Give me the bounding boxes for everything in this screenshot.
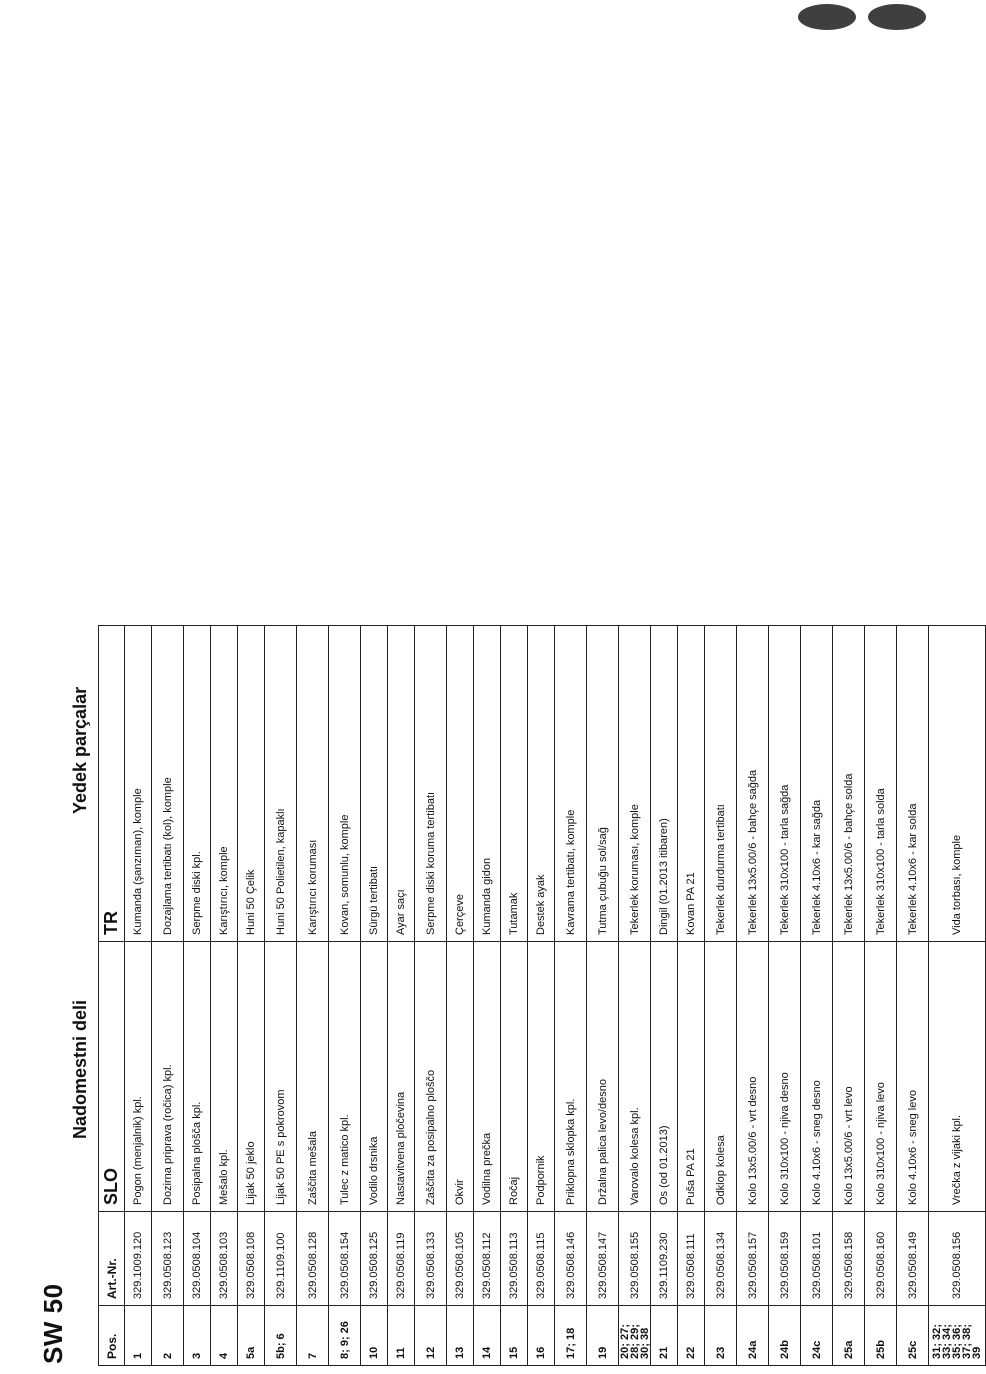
spare-parts-table bbox=[98, 625, 986, 1366]
cell-pos: 12 bbox=[415, 1306, 447, 1366]
cell-tr: Karıştırıcı koruması bbox=[297, 626, 329, 942]
cell-art-nr: 329.0508.156 bbox=[929, 1212, 986, 1306]
cell-pos: 24b bbox=[769, 1306, 801, 1366]
table-row bbox=[415, 626, 447, 1366]
cell-slo: Priklopna sklopka kpl. bbox=[555, 942, 587, 1212]
cell-tr: Kumanda gidon bbox=[474, 626, 501, 942]
cell-tr: Çerçeve bbox=[447, 626, 474, 942]
table-row bbox=[705, 626, 737, 1366]
cell-art-nr: 329.0508.108 bbox=[238, 1212, 265, 1306]
cell-pos: 4 bbox=[211, 1306, 238, 1366]
cell-slo: Kolo 310x100 - njiva levo bbox=[865, 942, 897, 1212]
cell-pos: 13 bbox=[447, 1306, 474, 1366]
spare-parts-title-slo: Nadomestni deli bbox=[70, 999, 90, 1139]
cell-slo: Kolo 4.10x6 - sneg levo bbox=[897, 942, 929, 1212]
cell-art-nr: 329.0508.146 bbox=[555, 1212, 587, 1306]
cell-pos: 15 bbox=[501, 1306, 528, 1366]
table-row bbox=[184, 626, 211, 1366]
cell-slo: Kolo 13x5.00/6 - vrt desno bbox=[737, 942, 769, 1212]
cell-pos: 25a bbox=[833, 1306, 865, 1366]
cell-pos: 1 bbox=[125, 1306, 152, 1366]
table-row bbox=[801, 626, 833, 1366]
cell-tr: Ayar saçı bbox=[388, 626, 415, 942]
cell-art-nr: 329.0508.160 bbox=[865, 1212, 897, 1306]
cell-art-nr: 329.0508.157 bbox=[737, 1212, 769, 1306]
cell-slo: Posipalna plošča kpl. bbox=[184, 942, 211, 1212]
cell-pos: 11 bbox=[388, 1306, 415, 1366]
cell-slo: Pogon (menjalnik) kpl. bbox=[125, 942, 152, 1212]
header-pos: Pos. bbox=[99, 1306, 125, 1366]
table-row bbox=[238, 626, 265, 1366]
table-row bbox=[528, 626, 555, 1366]
cell-pos: 25b bbox=[865, 1306, 897, 1366]
cell-slo: Kolo 310x100 - njiva desno bbox=[769, 942, 801, 1212]
cell-art-nr: 329.1109.100 bbox=[265, 1212, 297, 1306]
cell-slo: Kolo 13x5.00/6 - vrt levo bbox=[833, 942, 865, 1212]
cell-tr: Tutma çubuğu sol/sağ bbox=[587, 626, 619, 942]
cell-art-nr: 329.0508.125 bbox=[361, 1212, 388, 1306]
cell-tr: Kumanda (şanzıman), komple bbox=[125, 626, 152, 942]
table-row bbox=[897, 626, 929, 1366]
cell-art-nr: 329.0508.101 bbox=[801, 1212, 833, 1306]
table-row bbox=[388, 626, 415, 1366]
cell-pos: 16 bbox=[528, 1306, 555, 1366]
cell-tr: Tekerlek 4.10x6 - kar sağda bbox=[801, 626, 833, 942]
cell-slo: Vodilna prečka bbox=[474, 942, 501, 1212]
cell-tr: Tekerlek durdurma tertibatı bbox=[705, 626, 737, 942]
table-row bbox=[865, 626, 897, 1366]
table-row bbox=[361, 626, 388, 1366]
cell-tr: Tekerlek 310x100 - tarla solda bbox=[865, 626, 897, 942]
header-art-nr: Art.-Nr. bbox=[99, 1212, 125, 1306]
cell-art-nr: 329.1109.230 bbox=[651, 1212, 678, 1306]
table-row bbox=[587, 626, 619, 1366]
cell-pos: 14 bbox=[474, 1306, 501, 1366]
cell-pos: 2 bbox=[152, 1306, 184, 1366]
cell-pos: 8; 9; 26 bbox=[329, 1306, 361, 1366]
cell-art-nr: 329.0508.115 bbox=[528, 1212, 555, 1306]
cell-art-nr: 329.0508.119 bbox=[388, 1212, 415, 1306]
cell-pos: 5b; 6 bbox=[265, 1306, 297, 1366]
table-row bbox=[329, 626, 361, 1366]
cell-pos: 3 bbox=[184, 1306, 211, 1366]
cell-art-nr: 329.0508.155 bbox=[619, 1212, 651, 1306]
cell-art-nr: 329.0508.112 bbox=[474, 1212, 501, 1306]
table-row bbox=[152, 626, 184, 1366]
header-slo: SLO bbox=[99, 942, 125, 1212]
cell-slo: Vodilo drsnika bbox=[361, 942, 388, 1212]
cell-slo: Mešalo kpl. bbox=[211, 942, 238, 1212]
cell-art-nr: 329.0508.133 bbox=[415, 1212, 447, 1306]
cell-pos: 19 bbox=[587, 1306, 619, 1366]
cell-slo: Puša PA 21 bbox=[678, 942, 705, 1212]
cell-slo: Zaščita mešala bbox=[297, 942, 329, 1212]
cell-pos: 24a bbox=[737, 1306, 769, 1366]
table-row bbox=[619, 626, 651, 1366]
cell-slo: Dozirna priprava (ročica) kpl. bbox=[152, 942, 184, 1212]
cell-pos: 7 bbox=[297, 1306, 329, 1366]
cell-tr: Tekerlek 13x5.00/6 - bahçe solda bbox=[833, 626, 865, 942]
cell-pos: 22 bbox=[678, 1306, 705, 1366]
table-row bbox=[769, 626, 801, 1366]
cell-pos: 17; 18 bbox=[555, 1306, 587, 1366]
cell-pos: 31; 32; 33; 34; 35; 36; 37; 38; 39 bbox=[929, 1306, 986, 1366]
cell-slo: Okvir bbox=[447, 942, 474, 1212]
table-row bbox=[651, 626, 678, 1366]
cell-slo: Podpornik bbox=[528, 942, 555, 1212]
cell-art-nr: 329.0508.113 bbox=[501, 1212, 528, 1306]
cell-tr: Karıştırıcı, komple bbox=[211, 626, 238, 942]
cell-tr: Huni 50 Çelik bbox=[238, 626, 265, 942]
cell-slo: Lijak 50 jeklo bbox=[238, 942, 265, 1212]
cell-art-nr: 329.0508.123 bbox=[152, 1212, 184, 1306]
cell-tr: Kavrama tertibatı, komple bbox=[555, 626, 587, 942]
table-row bbox=[265, 626, 297, 1366]
cell-art-nr: 329.0508.105 bbox=[447, 1212, 474, 1306]
cell-pos: 5a bbox=[238, 1306, 265, 1366]
cell-tr: Huni 50 Polietilen, kapaklı bbox=[265, 626, 297, 942]
cell-art-nr: 329.0508.103 bbox=[211, 1212, 238, 1306]
cell-slo: Odklop kolesa bbox=[705, 942, 737, 1212]
cell-slo: Lijak 50 PE s pokrovom bbox=[265, 942, 297, 1212]
cell-tr: Tekerlek koruması, komple bbox=[619, 626, 651, 942]
cell-pos: 10 bbox=[361, 1306, 388, 1366]
header-tr: TR bbox=[99, 626, 125, 942]
cell-slo: Zaščita za posipalno ploščo bbox=[415, 942, 447, 1212]
cell-tr: Tekerlek 4.10x6 - kar solda bbox=[897, 626, 929, 942]
cell-tr: Dozajlama tertibatı (kol), komple bbox=[152, 626, 184, 942]
cell-tr: Serpme diski koruma tertibatı bbox=[415, 626, 447, 942]
cell-art-nr: 329.0508.134 bbox=[705, 1212, 737, 1306]
cell-tr: Dingil (01.2013 itibaren) bbox=[651, 626, 678, 942]
cell-slo: Varovalo kolesa kpl. bbox=[619, 942, 651, 1212]
cell-pos: 25c bbox=[897, 1306, 929, 1366]
cell-tr: Sürgü tertibatı bbox=[361, 626, 388, 942]
cell-art-nr: 329.0508.104 bbox=[184, 1212, 211, 1306]
cell-slo: Nastavitvena pločevina bbox=[388, 942, 415, 1212]
cell-tr: Tekerlek 310x100 - tarla sağda bbox=[769, 626, 801, 942]
cell-slo: Kolo 4.10x6 - sneg desno bbox=[801, 942, 833, 1212]
cell-pos: 24c bbox=[801, 1306, 833, 1366]
cell-pos: 20; 27; 28; 29; 30; 38 bbox=[619, 1306, 651, 1366]
table-row bbox=[447, 626, 474, 1366]
cell-slo: Ročaj bbox=[501, 942, 528, 1212]
table-row bbox=[297, 626, 329, 1366]
cell-art-nr: 329.0508.154 bbox=[329, 1212, 361, 1306]
cell-art-nr: 329.0508.111 bbox=[678, 1212, 705, 1306]
cell-pos: 21 bbox=[651, 1306, 678, 1366]
cell-art-nr: 329.0508.147 bbox=[587, 1212, 619, 1306]
cell-tr: Tekerlek 13x5.00/6 - bahçe sağda bbox=[737, 626, 769, 942]
model-title: SW 50 bbox=[38, 1283, 68, 1364]
cell-tr: Vida torbası, komple bbox=[929, 626, 986, 942]
cell-slo: Vrečka z vijaki kpl. bbox=[929, 942, 986, 1212]
table-header-row bbox=[99, 626, 125, 1366]
table-row bbox=[555, 626, 587, 1366]
cell-art-nr: 329.0508.149 bbox=[897, 1212, 929, 1306]
cell-slo: Držalna palica levo/desno bbox=[587, 942, 619, 1212]
table-row bbox=[501, 626, 528, 1366]
table-row bbox=[678, 626, 705, 1366]
cell-art-nr: 329.1009.120 bbox=[125, 1212, 152, 1306]
cell-pos: 23 bbox=[705, 1306, 737, 1366]
table-row bbox=[125, 626, 152, 1366]
cell-slo: Tulec z matico kpl. bbox=[329, 942, 361, 1212]
cell-slo: Os (od 01.2013) bbox=[651, 942, 678, 1212]
table-row bbox=[929, 626, 986, 1366]
cell-art-nr: 329.0508.128 bbox=[297, 1212, 329, 1306]
cell-art-nr: 329.0508.158 bbox=[833, 1212, 865, 1306]
table-row bbox=[833, 626, 865, 1366]
cell-tr: Kovan, somunlu, komple bbox=[329, 626, 361, 942]
table-row bbox=[474, 626, 501, 1366]
cell-art-nr: 329.0508.159 bbox=[769, 1212, 801, 1306]
spare-parts-title-tr: Yedek parçalar bbox=[70, 686, 90, 814]
table-row bbox=[211, 626, 238, 1366]
cell-tr: Serpme diski kpl. bbox=[184, 626, 211, 942]
cell-tr: Kovan PA 21 bbox=[678, 626, 705, 942]
table-row bbox=[737, 626, 769, 1366]
cell-tr: Tutamak bbox=[501, 626, 528, 942]
cell-tr: Destek ayak bbox=[528, 626, 555, 942]
